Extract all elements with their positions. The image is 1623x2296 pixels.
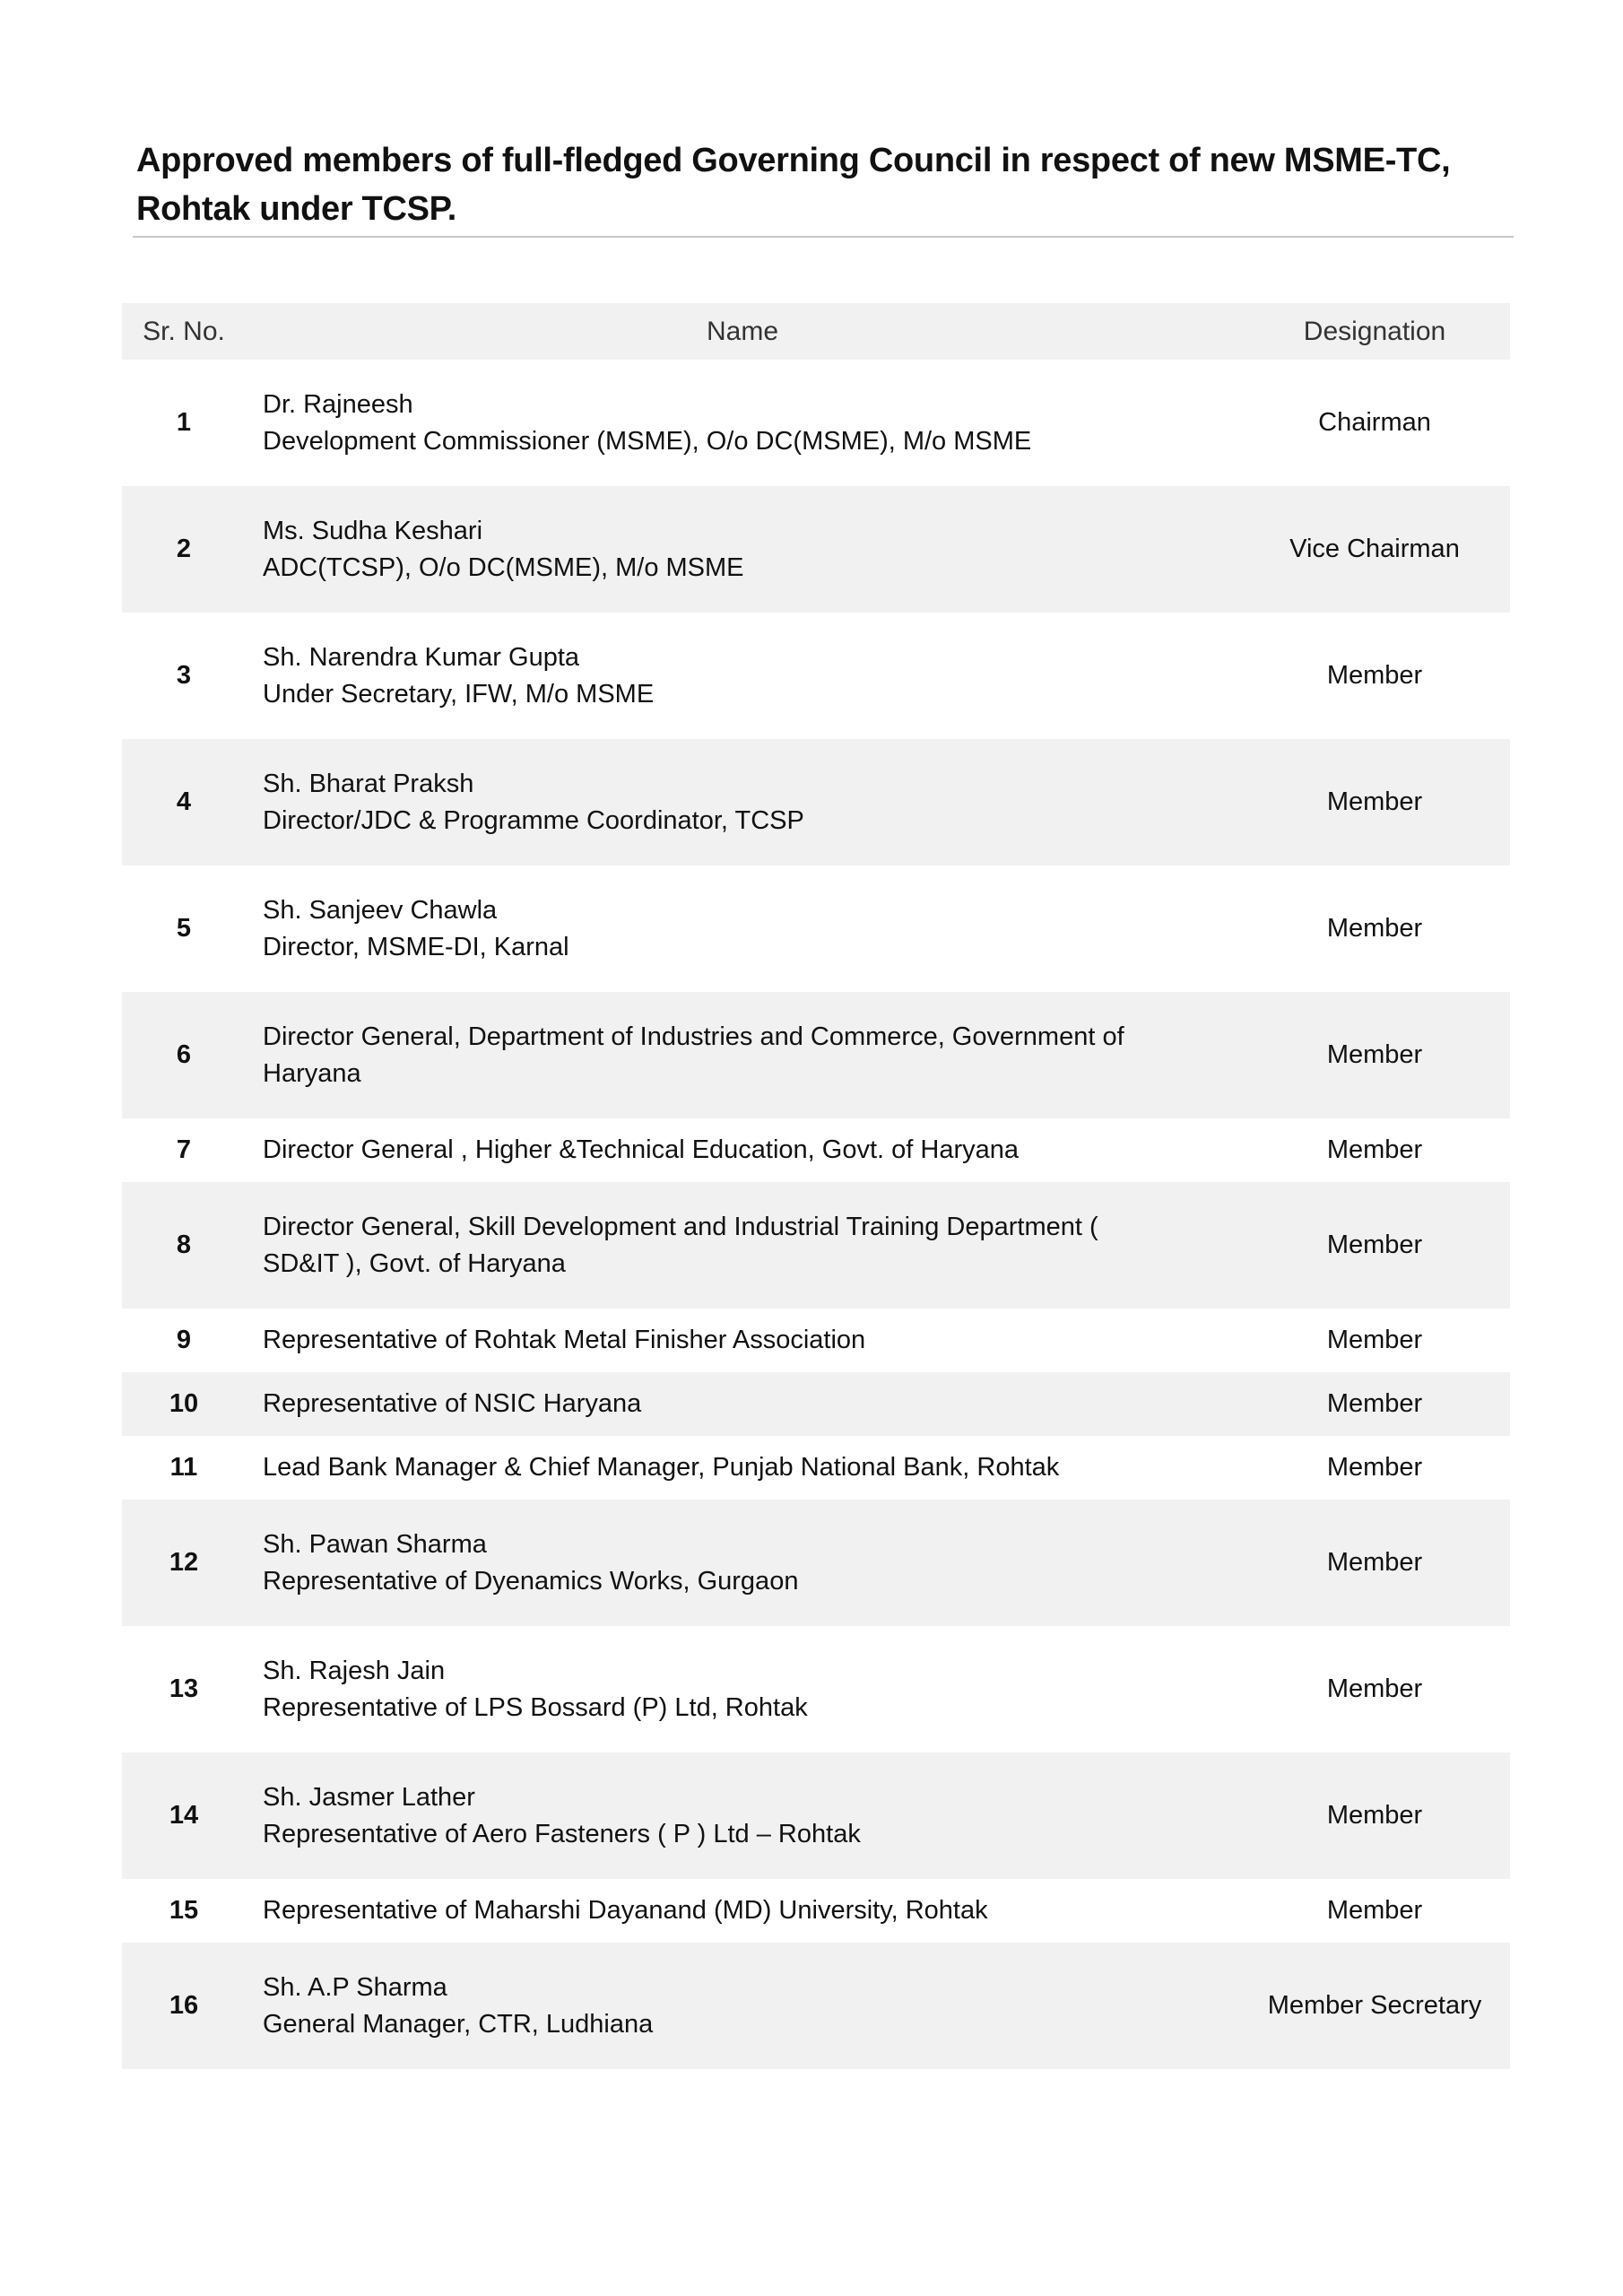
name-cell xyxy=(246,1372,1239,1436)
table-row xyxy=(122,1500,1510,1626)
member-position: Director/JDC & Programme Coordinator, TCSP xyxy=(263,805,804,835)
header-name: Name xyxy=(246,303,1239,360)
members-table xyxy=(122,303,1510,2069)
document-title xyxy=(136,136,1517,233)
table-row xyxy=(122,1182,1510,1309)
table-row xyxy=(122,992,1510,1118)
designation-cell: Member xyxy=(1326,1674,1423,1703)
member-position: Representative of Aero Fasteners ( P ) Ltd – Rohtak xyxy=(263,1819,861,1848)
table-row xyxy=(122,1626,1510,1752)
sr-no-cell: 5 xyxy=(176,914,192,943)
sr-no-cell: 3 xyxy=(176,661,192,690)
sr-no-cell: 10 xyxy=(122,1372,246,1436)
designation-cell: Member xyxy=(1326,1135,1423,1164)
member-name: Dr. Rajneesh xyxy=(263,389,413,419)
member-name: Director General , Higher &Technical Education, Govt. of Haryana xyxy=(263,1135,1020,1164)
table-row xyxy=(122,1118,1510,1182)
table-row xyxy=(122,360,1510,486)
designation-cell: Chairman xyxy=(1318,408,1431,437)
member-name: Sh. Narendra Kumar Gupta xyxy=(263,642,580,672)
member-name: Representative of Rohtak Metal Finisher Association xyxy=(263,1326,866,1354)
member-name: Representative of NSIC Haryana xyxy=(263,1389,642,1418)
table-row xyxy=(122,1943,1510,2069)
table-row xyxy=(122,1436,1510,1500)
member-name: Sh. Bharat Praksh xyxy=(263,769,474,798)
member-position: SD&IT ), Govt. of Haryana xyxy=(263,1248,566,1278)
name-cell xyxy=(246,1436,1239,1500)
table-row xyxy=(122,1309,1510,1372)
sr-no-cell: 11 xyxy=(169,1453,198,1482)
table-row xyxy=(122,1372,1510,1436)
name-cell xyxy=(246,739,1239,865)
member-position: Director, MSME-DI, Karnal xyxy=(263,932,569,961)
member-position: Representative of LPS Bossard (P) Ltd, Rohtak xyxy=(263,1692,808,1722)
member-position: General Manager, CTR, Ludhiana xyxy=(263,2009,654,2039)
member-name: Sh. Pawan Sharma xyxy=(263,1529,487,1559)
designation-cell: Member Secretary xyxy=(1239,1943,1510,2069)
member-name: Director General, Skill Development and Industrial Training Department ( xyxy=(263,1212,1098,1241)
table-row xyxy=(122,613,1510,739)
sr-no-cell: 12 xyxy=(122,1500,246,1626)
name-cell xyxy=(246,1118,1239,1182)
title-divider xyxy=(133,236,1514,238)
sr-no-cell: 14 xyxy=(122,1752,246,1879)
table-header-row xyxy=(122,303,1510,360)
member-name: Director General, Department of Industries and Commerce, Government of xyxy=(263,1022,1124,1051)
designation-cell: Member xyxy=(1239,1182,1510,1309)
designation-cell: Member xyxy=(1326,1326,1423,1354)
member-position: ADC(TCSP), O/o DC(MSME), M/o MSME xyxy=(263,552,744,582)
sr-no-cell: 8 xyxy=(122,1182,246,1309)
sr-no-cell: 2 xyxy=(122,486,246,613)
designation-cell: Member xyxy=(1239,992,1510,1118)
header-designation: Designation xyxy=(1239,303,1510,360)
member-name: Sh. Jasmer Lather xyxy=(263,1782,475,1812)
sr-no-cell: 4 xyxy=(122,739,246,865)
member-name: Sh. Rajesh Jain xyxy=(263,1656,446,1685)
member-name: Sh. A.P Sharma xyxy=(263,1972,447,2002)
designation-cell: Member xyxy=(1326,1453,1423,1482)
member-position: Representative of Dyenamics Works, Gurgaon xyxy=(263,1566,799,1596)
name-cell xyxy=(246,1182,1239,1309)
designation-cell: Member xyxy=(1239,1752,1510,1879)
designation-cell: Vice Chairman xyxy=(1239,486,1510,613)
member-name: Sh. Sanjeev Chawla xyxy=(263,895,498,925)
sr-no-cell: 1 xyxy=(176,408,192,437)
designation-cell: Member xyxy=(1326,914,1423,943)
designation-cell: Member xyxy=(1239,739,1510,865)
member-name: Lead Bank Manager & Chief Manager, Punjab National Bank, Rohtak xyxy=(263,1453,1060,1482)
name-cell xyxy=(246,1500,1239,1626)
designation-cell: Member xyxy=(1326,661,1423,690)
designation-cell: Member xyxy=(1326,1896,1423,1925)
sr-no-cell: 7 xyxy=(176,1135,192,1164)
name-cell xyxy=(246,1943,1239,2069)
name-cell xyxy=(246,360,1239,486)
sr-no-cell: 15 xyxy=(169,1896,199,1925)
member-position: Under Secretary, IFW, M/o MSME xyxy=(263,679,655,709)
member-position: Development Commissioner (MSME), O/o DC(MSME), M/o MSME xyxy=(263,426,1032,456)
sr-no-cell: 16 xyxy=(122,1943,246,2069)
table-row xyxy=(122,486,1510,613)
table-row xyxy=(122,865,1510,992)
member-position: Haryana xyxy=(263,1058,361,1088)
name-cell xyxy=(246,486,1239,613)
designation-cell: Member xyxy=(1239,1500,1510,1626)
document-title-line-2: Rohtak under TCSP. xyxy=(136,190,457,228)
sr-no-cell: 9 xyxy=(176,1326,192,1354)
table-row xyxy=(122,1879,1510,1943)
table-row xyxy=(122,739,1510,865)
name-cell xyxy=(246,1309,1239,1372)
sr-no-cell: 13 xyxy=(169,1674,199,1703)
name-cell xyxy=(246,992,1239,1118)
member-name: Ms. Sudha Keshari xyxy=(263,516,483,545)
table-row xyxy=(122,1752,1510,1879)
name-cell xyxy=(246,1752,1239,1879)
document-title-line-1: Approved members of full-fledged Governing Council in respect of new MSME-TC, xyxy=(136,142,1451,179)
header-sr-no: Sr. No. xyxy=(122,303,246,360)
sr-no-cell: 6 xyxy=(122,992,246,1118)
name-cell xyxy=(246,865,1239,992)
name-cell xyxy=(246,1626,1239,1752)
name-cell xyxy=(246,1879,1239,1943)
designation-cell: Member xyxy=(1239,1372,1510,1436)
name-cell xyxy=(246,613,1239,739)
member-name: Representative of Maharshi Dayanand (MD) University, Rohtak xyxy=(263,1896,988,1925)
